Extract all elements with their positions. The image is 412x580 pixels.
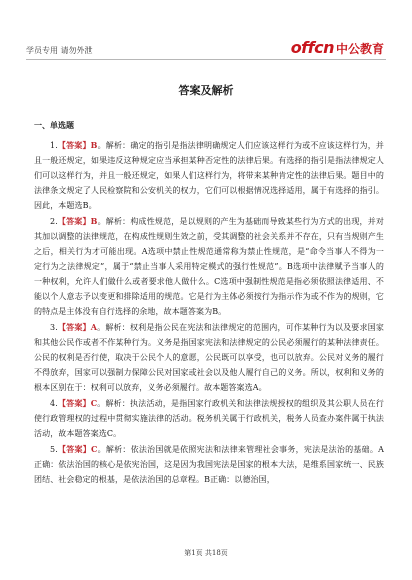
answer-tag: 【答案】C xyxy=(57,444,98,454)
answer-tag: 【答案】B xyxy=(57,216,98,226)
answer-explanation: 。解析：确定的指引是指法律明确规定人们应该这样行为或不应该这样行为，并且一般还规定，如果违反这种规定应当承担某种否定性的法律后果。有选择的指引是指法律规定人们可以这样行为，并且一般还规定，如果人们这样行为，将带来某种肯定性的法律后果。题目中的法律条文规定了人民检察院和公安机关的权力，它们可以根据情况选择适用，属于有选择的指引。因此，本题选B。 xyxy=(34,141,384,210)
answer-tag: 【答案】C xyxy=(57,398,98,408)
answer-item xyxy=(34,442,384,487)
question-number: 3. xyxy=(50,323,58,332)
confidential-notice: 学员专用 请勿外泄 xyxy=(26,46,93,55)
header-divider xyxy=(26,59,386,60)
answer-tag: 【答案】A xyxy=(57,322,98,332)
answer-item xyxy=(34,214,384,319)
answer-explanation: 。解析：权利是指公民在宪法和法律规定的范围内，可作某种行为以及要求国家和其他公民作或者不作某种行为。义务是指国家宪法和法律规定的公民必须履行的某种法律责任。公民的权利是否行使，取决于公民个人的意愿，公民既可以享受，也可以放弃。公民对义务的履行不得放弃，国家可以强制力保障公民对国家或社会以及他人履行自己的义务。所以，权利和义务的根本区别在于：权利可以放弃，义务必须履行。故本题答案选A。 xyxy=(34,323,384,392)
page-title: 答案及解析 xyxy=(178,84,234,97)
answers-list xyxy=(34,138,384,488)
answer-item xyxy=(34,320,384,395)
page-footer: 第1页 共18页 xyxy=(184,549,228,557)
question-number: 5. xyxy=(50,445,58,454)
answer-tag: 【答案】B xyxy=(57,140,98,150)
page-header xyxy=(0,0,412,66)
question-number: 1. xyxy=(50,141,58,150)
offcn-logo xyxy=(291,38,384,57)
section-heading: 一、单选题 xyxy=(34,120,74,130)
answer-explanation: 。解析：依法治国就是依照宪法和法律来管理社会事务，宪法是法治的基础。A正确：依法治国的核心是依宪治国，这是因为我国宪法是国家的根本大法，是维系国家统一、民族团结、社会稳定的根基，是依法治国的总章程。B正确：以德治国， xyxy=(34,445,384,484)
logo-en: offcn xyxy=(290,38,334,57)
question-number: 4. xyxy=(50,399,58,408)
answer-item xyxy=(34,138,384,213)
logo-cn: 中公教育 xyxy=(335,42,384,56)
answer-item xyxy=(34,396,384,441)
answer-explanation: 。解析：构成性规范，是以规则的产生为基础而导致某些行为方式的出现，并对其加以调整的法律规范，在构成性规则生效之前，受其调整的社会关系并不存在，只有当规则产生之后，相关行为才可能出现。A选项中禁止性规范通常称为禁止性规范，是“命令当事人不得为一定行为之法律规定”，属于“禁止当事人采用特定模式的强行性规范”。B选项中法律赋予当事人的一种权利，允许人们做什么或者要求他人做什么。C选项中强制性规范是指必须依照法律适用、不能以个人意志予以变更和排除适用的规范。它是行为主体必须按行为指示作为或不作为的规则，它的特点是主体没有自行选择的余地，故本题答案为B。 xyxy=(34,217,384,316)
question-number: 2. xyxy=(50,217,58,226)
answer-explanation: 。解析：执法活动，是指国家行政机关和法律法规授权的组织及其公职人员在行使行政管理权的过程中贯彻实施法律的活动。税务机关属于行政机关，税务人员查办案件属于执法活动，故本题答案选C。 xyxy=(34,399,384,438)
